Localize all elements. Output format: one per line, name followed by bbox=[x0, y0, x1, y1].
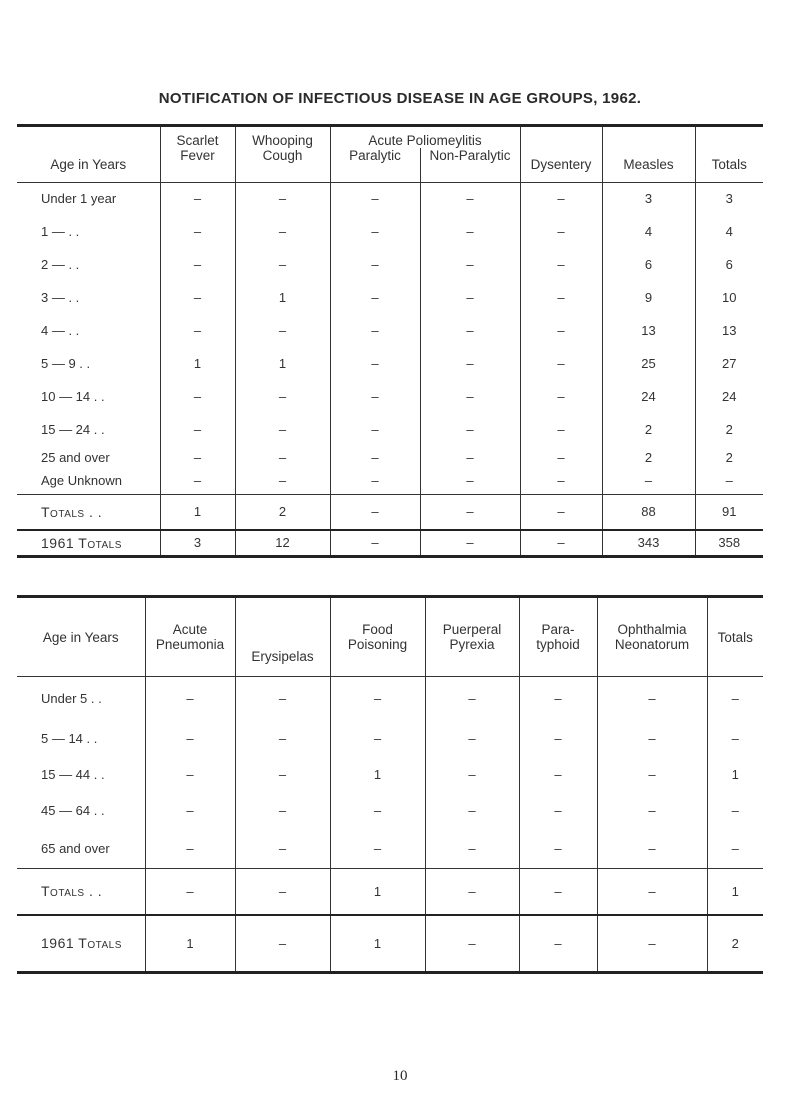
table-cell: – bbox=[597, 869, 707, 915]
header-age-2: Age in Years bbox=[17, 597, 145, 677]
table-cell: – bbox=[520, 413, 602, 446]
table-cell: – bbox=[420, 215, 520, 248]
table-cell: – bbox=[519, 869, 597, 915]
table-cell: – bbox=[519, 677, 597, 721]
table-cell: – bbox=[520, 215, 602, 248]
table-row bbox=[17, 793, 763, 829]
table-row bbox=[17, 215, 763, 248]
table-cell: 13 bbox=[602, 314, 695, 347]
header-totals-2: Totals bbox=[707, 597, 763, 677]
age-group-label: 4 — . . bbox=[41, 323, 80, 338]
header-puerperal-pyrexia-text: Puerperal Pyrexia bbox=[442, 622, 502, 652]
table-cell: 12 bbox=[235, 530, 330, 556]
table-cell: 4 bbox=[695, 215, 763, 248]
header-whooping-cough: Whooping Cough bbox=[235, 126, 330, 183]
table-cell: – bbox=[235, 721, 330, 757]
table-cell: – bbox=[420, 468, 520, 494]
table-row bbox=[17, 380, 763, 413]
table-cell: 358 bbox=[695, 530, 763, 556]
table-cell: – bbox=[519, 721, 597, 757]
table-cell: – bbox=[235, 793, 330, 829]
table-cell: – bbox=[330, 281, 420, 314]
table-cell: 2 bbox=[707, 915, 763, 973]
table-cell: – bbox=[707, 677, 763, 721]
header-erysipelas: Erysipelas bbox=[235, 597, 330, 677]
table-cell: – bbox=[330, 380, 420, 413]
table-cell: 10 bbox=[695, 281, 763, 314]
age-group-label: 10 — 14 . . bbox=[41, 389, 105, 404]
table-cell: – bbox=[160, 281, 235, 314]
table-row bbox=[17, 446, 763, 468]
table-row bbox=[17, 468, 763, 494]
table-cell: – bbox=[145, 721, 235, 757]
table-cell: 13 bbox=[695, 314, 763, 347]
table-cell: – bbox=[235, 829, 330, 869]
totals-label: Totals . . bbox=[17, 494, 160, 530]
table-row bbox=[17, 182, 763, 215]
table-cell: – bbox=[519, 829, 597, 869]
table-cell: – bbox=[425, 915, 519, 973]
table-cell: 1 bbox=[330, 869, 425, 915]
table-cell: – bbox=[235, 446, 330, 468]
header-dysentery: Dysentery bbox=[520, 126, 602, 183]
table-cell: – bbox=[330, 829, 425, 869]
header-acute-pneumonia bbox=[145, 597, 235, 677]
table-cell: – bbox=[520, 314, 602, 347]
header-age: Age in Years bbox=[17, 126, 160, 183]
table-cell: 3 bbox=[695, 182, 763, 215]
prev-totals-label: 1961 Totals bbox=[17, 530, 160, 556]
header-paratyphoid-text: Para- typhoid bbox=[536, 622, 580, 652]
age-group-label: 3 — . . bbox=[41, 290, 80, 305]
table-row bbox=[17, 413, 763, 446]
age-group-label: Age Unknown bbox=[41, 473, 122, 489]
table-cell: – bbox=[330, 721, 425, 757]
totals-row bbox=[17, 494, 763, 530]
prev-totals-label-2: 1961 Totals bbox=[17, 915, 145, 973]
header-non-paralytic: Non-Paralytic bbox=[420, 148, 520, 182]
table-cell: 91 bbox=[695, 494, 763, 530]
table-cell: – bbox=[597, 721, 707, 757]
table-cell: – bbox=[235, 182, 330, 215]
table-cell: – bbox=[520, 530, 602, 556]
table-cell: – bbox=[520, 347, 602, 380]
table-cell: – bbox=[330, 677, 425, 721]
table-cell: – bbox=[597, 915, 707, 973]
table-cell: – bbox=[597, 793, 707, 829]
table-row bbox=[17, 314, 763, 347]
table-cell: 2 bbox=[602, 413, 695, 446]
table-cell: 24 bbox=[695, 380, 763, 413]
header-food-poisoning bbox=[330, 597, 425, 677]
table-row bbox=[17, 829, 763, 869]
table-cell: – bbox=[597, 829, 707, 869]
table-cell: – bbox=[235, 314, 330, 347]
table-cell: 6 bbox=[695, 248, 763, 281]
table-cell: 2 bbox=[695, 446, 763, 468]
age-group-label: 15 — 44 . . bbox=[41, 767, 105, 782]
table-cell: – bbox=[330, 182, 420, 215]
table-cell: – bbox=[420, 281, 520, 314]
table-cell: – bbox=[425, 793, 519, 829]
table-cell: – bbox=[707, 721, 763, 757]
table-cell: 1 bbox=[160, 494, 235, 530]
table-cell: 24 bbox=[602, 380, 695, 413]
table-cell: – bbox=[235, 215, 330, 248]
table-cell: 1 bbox=[145, 915, 235, 973]
age-group-label: 5 — 14 . . bbox=[41, 731, 98, 746]
table-cell: 1 bbox=[707, 869, 763, 915]
table-cell: – bbox=[520, 446, 602, 468]
page-title: NOTIFICATION OF INFECTIOUS DISEASE IN AGE GROUPS, 1962. bbox=[158, 90, 642, 107]
table-cell: – bbox=[425, 829, 519, 869]
table-cell: – bbox=[330, 314, 420, 347]
table-cell: – bbox=[145, 869, 235, 915]
header-totals: Totals bbox=[695, 126, 763, 183]
table-cell: – bbox=[520, 281, 602, 314]
table-cell: – bbox=[420, 314, 520, 347]
table-cell: 4 bbox=[602, 215, 695, 248]
table-cell: – bbox=[425, 677, 519, 721]
table-cell: – bbox=[235, 757, 330, 793]
table-cell: – bbox=[235, 413, 330, 446]
table-cell: – bbox=[330, 413, 420, 446]
table-cell: – bbox=[330, 494, 420, 530]
table-cell: 1 bbox=[707, 757, 763, 793]
table-cell: – bbox=[330, 446, 420, 468]
age-group-label: 65 and over bbox=[41, 840, 110, 856]
table-cell: – bbox=[330, 793, 425, 829]
age-group-label: 2 — . . bbox=[41, 257, 80, 272]
table-cell: 343 bbox=[602, 530, 695, 556]
header-acute-poliomyelitis: Acute Poliomeylitis bbox=[330, 126, 520, 149]
table-row bbox=[17, 248, 763, 281]
totals-label-2: Totals . . bbox=[17, 869, 145, 915]
header-scarlet-fever: Scarlet Fever bbox=[160, 126, 235, 183]
age-group-label: Under 5 . . bbox=[41, 691, 102, 707]
table-cell: – bbox=[519, 757, 597, 793]
table-cell: 6 bbox=[602, 248, 695, 281]
header-ophthalmia-neonatorum bbox=[597, 597, 707, 677]
table-cell: – bbox=[160, 446, 235, 468]
table-cell: – bbox=[420, 494, 520, 530]
table-row bbox=[17, 281, 763, 314]
page-number: 10 bbox=[392, 1068, 408, 1084]
prev-year-totals-row bbox=[17, 530, 763, 556]
table-cell: 2 bbox=[695, 413, 763, 446]
table-cell: – bbox=[695, 468, 763, 494]
table-cell: – bbox=[160, 413, 235, 446]
totals-row-2 bbox=[17, 869, 763, 915]
other-infectious-disease-table-1962 bbox=[17, 595, 763, 974]
infectious-disease-table-1962 bbox=[17, 124, 763, 558]
table-cell: 1 bbox=[330, 757, 425, 793]
table-cell: 1 bbox=[235, 281, 330, 314]
table-cell: 3 bbox=[160, 530, 235, 556]
table-cell: – bbox=[597, 677, 707, 721]
header-measles: Measles bbox=[602, 126, 695, 183]
table-cell: – bbox=[520, 182, 602, 215]
table-cell: 88 bbox=[602, 494, 695, 530]
table-cell: – bbox=[160, 468, 235, 494]
table-cell: 1 bbox=[160, 347, 235, 380]
table-cell: – bbox=[519, 793, 597, 829]
table-cell: – bbox=[519, 915, 597, 973]
age-group-label: 15 — 24 . . bbox=[41, 422, 105, 437]
table-cell: – bbox=[520, 468, 602, 494]
table-cell: 2 bbox=[602, 446, 695, 468]
table-cell: – bbox=[420, 347, 520, 380]
table-cell: – bbox=[707, 793, 763, 829]
table-cell: – bbox=[420, 380, 520, 413]
table-cell: – bbox=[330, 248, 420, 281]
table-cell: 27 bbox=[695, 347, 763, 380]
table-cell: – bbox=[160, 248, 235, 281]
table-cell: – bbox=[425, 757, 519, 793]
table-cell: 3 bbox=[602, 182, 695, 215]
table-cell: – bbox=[425, 869, 519, 915]
age-group-label: 5 — 9 . . bbox=[41, 356, 91, 371]
table-cell: – bbox=[145, 677, 235, 721]
header-ophthalmia-neonatorum-text: Ophthalmia Neonatorum bbox=[614, 622, 690, 652]
table-cell: 9 bbox=[602, 281, 695, 314]
table-cell: – bbox=[420, 413, 520, 446]
header-puerperal-pyrexia bbox=[425, 597, 519, 677]
table-cell: – bbox=[235, 677, 330, 721]
age-group-label: 25 and over bbox=[41, 449, 110, 465]
table-cell: 1 bbox=[330, 915, 425, 973]
table-cell: 25 bbox=[602, 347, 695, 380]
table-cell: – bbox=[330, 468, 420, 494]
table-cell: – bbox=[330, 347, 420, 380]
table-cell: – bbox=[597, 757, 707, 793]
header-paratyphoid bbox=[519, 597, 597, 677]
table-row bbox=[17, 757, 763, 793]
table-cell: 2 bbox=[235, 494, 330, 530]
table-cell: – bbox=[235, 248, 330, 281]
table-cell: – bbox=[420, 446, 520, 468]
table-cell: – bbox=[235, 468, 330, 494]
table-cell: – bbox=[235, 915, 330, 973]
age-group-label: Under 1 year bbox=[41, 191, 117, 207]
table-cell: – bbox=[420, 182, 520, 215]
header-acute-pneumonia-text: Acute Pneumonia bbox=[155, 622, 225, 652]
table-cell: – bbox=[602, 468, 695, 494]
table-cell: – bbox=[707, 829, 763, 869]
header-food-poisoning-text: Food Poisoning bbox=[347, 622, 408, 652]
table-cell: – bbox=[145, 793, 235, 829]
table-cell: – bbox=[235, 869, 330, 915]
table-cell: – bbox=[235, 380, 330, 413]
table-cell: – bbox=[160, 380, 235, 413]
table-cell: – bbox=[425, 721, 519, 757]
age-group-label: 45 — 64 . . bbox=[41, 803, 105, 818]
table-cell: 1 bbox=[235, 347, 330, 380]
table-cell: – bbox=[520, 248, 602, 281]
table-row bbox=[17, 677, 763, 721]
table-cell: – bbox=[420, 248, 520, 281]
table-cell: – bbox=[330, 530, 420, 556]
table-cell: – bbox=[145, 757, 235, 793]
table-cell: – bbox=[420, 530, 520, 556]
prev-year-totals-row-2 bbox=[17, 915, 763, 973]
age-group-label: 1 — . . bbox=[41, 224, 80, 239]
table-cell: – bbox=[160, 215, 235, 248]
table-cell: – bbox=[330, 215, 420, 248]
table-cell: – bbox=[160, 182, 235, 215]
table-cell: – bbox=[520, 380, 602, 413]
table-cell: – bbox=[520, 494, 602, 530]
table-row bbox=[17, 347, 763, 380]
table-row bbox=[17, 721, 763, 757]
header-paralytic: Paralytic bbox=[330, 148, 420, 182]
table-cell: – bbox=[145, 829, 235, 869]
table-cell: – bbox=[160, 314, 235, 347]
